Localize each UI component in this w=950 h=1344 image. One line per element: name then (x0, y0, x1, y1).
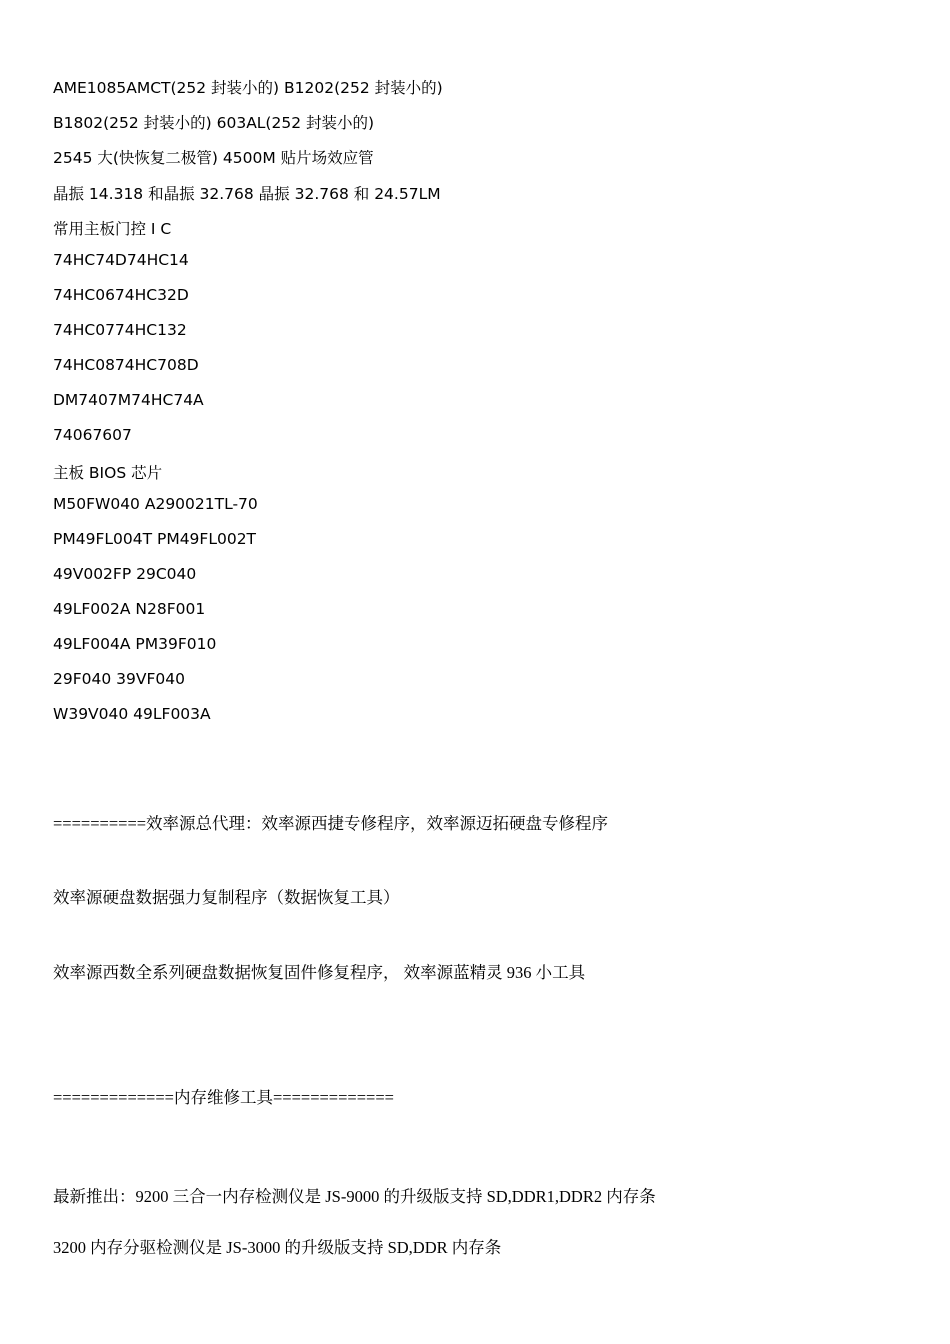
parts-line: DM7407M74HC74A (53, 391, 204, 409)
memory-line: 最新推出：9200 三合一内存检测仪是 JS-9000 的升级版支持 SD,DDR1,DDR2 内存条 (53, 1187, 656, 1206)
section-label: 主板 BIOS 芯片 (53, 464, 163, 482)
parts-line: 74067607 (53, 426, 132, 444)
parts-line: 74HC0674HC32D (53, 286, 189, 304)
parts-line: B1802(252 封装小的) 603AL(252 封装小的) (53, 114, 375, 132)
parts-line: 74HC0774HC132 (53, 321, 187, 339)
parts-line: AME1085AMCT(252 封装小的) B1202(252 封装小的) (53, 79, 443, 97)
parts-line: 49V002FP 29C040 (53, 565, 197, 583)
section-label: 常用主板门控 I C (53, 220, 172, 238)
agent-line: ==========效率源总代理：效率源西捷专修程序，效率源迈拓硬盘专修程序 (53, 814, 609, 833)
parts-line: W39V040 49LF003A (53, 705, 211, 723)
parts-line: 29F040 39VF040 (53, 670, 185, 688)
parts-line: PM49FL004T PM49FL002T (53, 530, 257, 548)
memory-line: 3200 内存分驱检测仪是 JS-3000 的升级版支持 SD,DDR 内存条 (53, 1238, 502, 1257)
parts-line: 49LF004A PM39F010 (53, 635, 217, 653)
parts-line: 晶振 14.318 和晶振 32.768 晶振 32.768 和 24.57LM (53, 185, 441, 203)
parts-line: 74HC0874HC708D (53, 356, 199, 374)
parts-line: 2545 大(快恢复二极管) 4500M 贴片场效应管 (53, 149, 374, 167)
parts-line: M50FW040 A290021TL-70 (53, 495, 258, 513)
memory-section-heading: =============内存维修工具============= (53, 1088, 394, 1107)
agent-line: 效率源西数全系列硬盘数据恢复固件修复程序， 效率源蓝精灵 936 小工具 (53, 963, 586, 982)
parts-line: 49LF002A N28F001 (53, 600, 206, 618)
agent-line: 效率源硬盘数据强力复制程序（数据恢复工具） (53, 888, 400, 907)
parts-line: 74HC74D74HC14 (53, 251, 189, 269)
